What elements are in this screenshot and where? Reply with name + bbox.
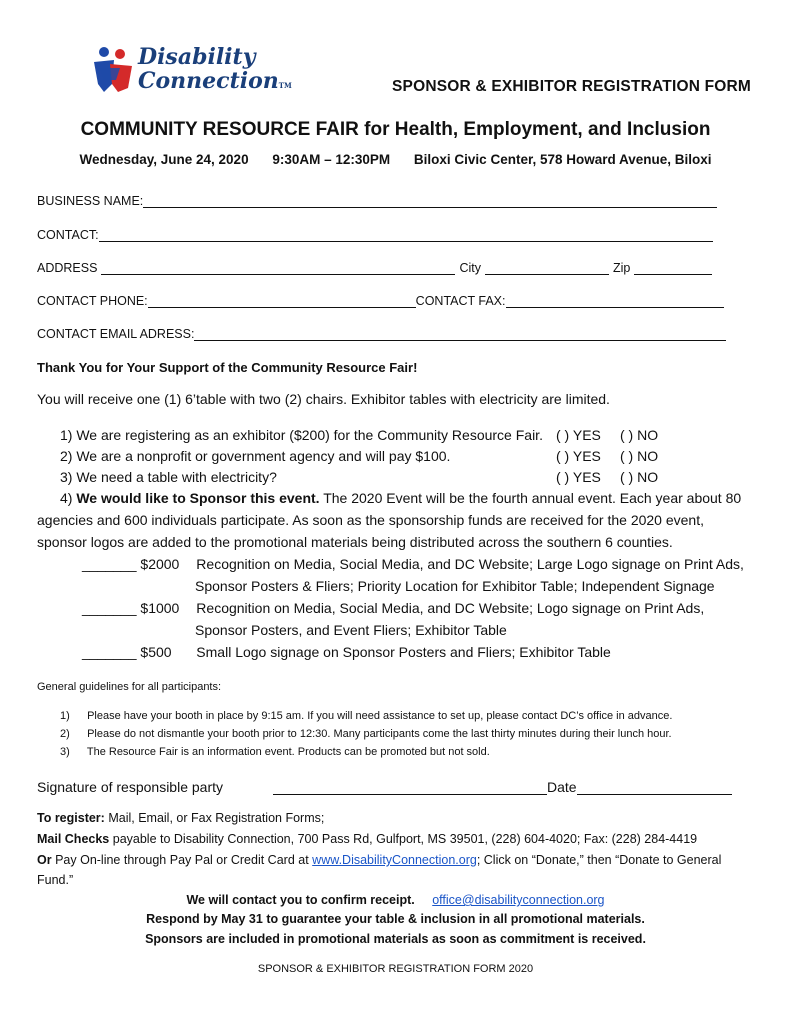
- sponsor-level-500: [82, 644, 611, 660]
- guideline-text: Please have your booth in place by 9:15 am. If you will need assistance to set up, please contact DC’s office in advance.: [87, 710, 673, 722]
- sponsor-level-1000: [82, 600, 704, 616]
- confirm-text: We will contact you to confirm receipt.: [186, 893, 415, 907]
- mail-checks-line: [37, 832, 697, 846]
- sponsors-line: Sponsors are included in promotional materials as soon as commitment is received.: [145, 932, 646, 946]
- question-text: 2) We are a nonprofit or government agency and will pay $100.: [60, 448, 451, 464]
- contact-email-label: CONTACT EMAIL ADRESS:: [37, 327, 195, 341]
- guideline-number: 2): [60, 728, 70, 740]
- level-amount: $1000: [140, 600, 180, 616]
- address-label: ADDRESS: [37, 261, 98, 275]
- event-time: 9:30AM – 12:30PM: [272, 152, 391, 167]
- level-blank[interactable]: _______: [82, 556, 137, 572]
- sponsor-lead-bold: We would like to Sponsor this event.: [76, 490, 320, 506]
- level-desc-1: Small Logo signage on Sponsor Posters and Fliers; Exhibitor Table: [196, 644, 611, 660]
- level-blank[interactable]: _______: [82, 644, 137, 660]
- sponsor-line3: sponsor logos are added to the promotional materials being distributed across the southern 6 counties.: [37, 534, 673, 550]
- guideline-item: [60, 728, 672, 740]
- thank-you-heading: Thank You for Your Support of the Community Resource Fair!: [37, 360, 418, 375]
- yes-checkbox[interactable]: ( ) YES: [556, 427, 601, 443]
- people-logo-icon: [90, 44, 138, 94]
- signature-field[interactable]: [273, 778, 547, 795]
- main-title: COMMUNITY RESOURCE FAIR for Health, Employment, and Inclusion: [80, 119, 711, 140]
- sponsor-number: 4): [60, 490, 73, 506]
- phone-fax-row: [37, 290, 724, 308]
- date-label: Date: [547, 779, 577, 795]
- sponsor-level-2000: [82, 556, 744, 572]
- level-amount: $500: [140, 644, 172, 660]
- yes-checkbox[interactable]: ( ) YES: [556, 469, 601, 485]
- contact-email-field[interactable]: [194, 326, 726, 341]
- contact-label: CONTACT:: [37, 228, 99, 242]
- level-desc-1: Recognition on Media, Social Media, and DC Website; Large Logo signage on Print Ads,: [196, 556, 744, 572]
- yes-checkbox[interactable]: ( ) YES: [556, 448, 601, 464]
- level-amount: $2000: [140, 556, 180, 572]
- zip-label: Zip: [612, 261, 631, 275]
- table-info: You will receive one (1) 6’table with two (2) chairs. Exhibitor tables with electricity are limited.: [37, 391, 610, 407]
- no-checkbox[interactable]: ( ) NO: [620, 469, 659, 485]
- address-field[interactable]: [101, 260, 455, 275]
- sponsor-lead: [60, 490, 741, 506]
- contact-fax-label: CONTACT FAX:: [415, 294, 506, 308]
- guideline-text: The Resource Fair is an information event. Products can be promoted but not sold.: [86, 746, 490, 758]
- respond-line: Respond by May 31 to guarantee your table & inclusion in all promotional materials.: [146, 912, 645, 926]
- guideline-number: 1): [60, 710, 70, 722]
- no-checkbox[interactable]: ( ) NO: [620, 427, 659, 443]
- question-text: 3) We need a table with electricity?: [60, 469, 277, 485]
- confirm-line: [0, 893, 791, 907]
- sponsor-lead-rest: The 2020 Event will be the fourth annual event. Each year about 80: [323, 490, 742, 506]
- mail-checks-label: Mail Checks: [37, 832, 110, 846]
- level-desc-2: Sponsor Posters, and Event Fliers; Exhibitor Table: [195, 622, 507, 638]
- guidelines-title: General guidelines for all participants:: [37, 681, 222, 693]
- register-label: To register:: [37, 811, 105, 825]
- contact-row: [37, 224, 713, 242]
- online-text: Pay On-line through Pay Pal or Credit Card at: [55, 853, 309, 867]
- event-date: Wednesday, June 24, 2020: [79, 152, 249, 167]
- level-blank[interactable]: _______: [82, 600, 137, 616]
- date-field[interactable]: [577, 778, 732, 795]
- signature-label: Signature of responsible party: [37, 779, 223, 795]
- form-title: SPONSOR & EXHIBITOR REGISTRATION FORM: [392, 78, 752, 95]
- city-field[interactable]: [485, 260, 609, 275]
- logo-tm: TM: [278, 81, 292, 90]
- event-venue: Biloxi Civic Center, 578 Howard Avenue, Biloxi: [413, 152, 712, 167]
- disability-connection-logo: [90, 42, 300, 98]
- register-methods: Mail, Email, or Fax Registration Forms;: [108, 811, 325, 825]
- business-name-label: BUSINESS NAME:: [37, 194, 144, 208]
- question-exhibitor: [60, 427, 760, 445]
- logo-line1: Disability: [138, 44, 256, 70]
- business-name-row: [37, 190, 717, 208]
- contact-phone-label: CONTACT PHONE:: [37, 294, 148, 308]
- online-rest-2: Fund.”: [37, 873, 74, 887]
- guideline-item: [60, 746, 490, 758]
- online-line: [37, 853, 721, 867]
- question-text: 1) We are registering as an exhibitor ($200) for the Community Resource Fair.: [60, 427, 543, 443]
- website-link[interactable]: www.DisabilityConnection.org: [312, 853, 477, 867]
- contact-field[interactable]: [99, 227, 713, 242]
- no-checkbox[interactable]: ( ) NO: [620, 448, 659, 464]
- mail-checks-text: payable to Disability Connection, 700 Pass Rd, Gulfport, MS 39501, (228) 604-4020; Fax: (228) 284-4419: [112, 832, 698, 846]
- contact-phone-field[interactable]: [148, 293, 416, 308]
- level-desc-2: Sponsor Posters & Fliers; Priority Location for Exhibitor Table; Independent Signage: [195, 578, 715, 594]
- contact-fax-field[interactable]: [506, 293, 724, 308]
- address-row: [37, 257, 712, 275]
- page-footer: SPONSOR & EXHIBITOR REGISTRATION FORM 2020: [257, 963, 534, 975]
- guideline-number: 3): [60, 746, 70, 758]
- guideline-text: Please do not dismantle your booth prior to 12:30. Many participants come the last thirty minutes during their lunch hour.: [87, 728, 672, 740]
- business-name-field[interactable]: [143, 193, 717, 208]
- email-row: [37, 323, 726, 341]
- signature-row: [37, 775, 732, 795]
- or-label: Or: [37, 853, 52, 867]
- contact-email-link[interactable]: office@disabilityconnection.org: [432, 893, 605, 907]
- question-nonprofit: [60, 448, 760, 466]
- city-label: City: [459, 261, 481, 275]
- level-desc-1: Recognition on Media, Social Media, and DC Website; Logo signage on Print Ads,: [196, 600, 705, 616]
- guideline-item: [60, 710, 672, 722]
- event-details: [0, 152, 791, 167]
- zip-field[interactable]: [634, 260, 712, 275]
- register-line: [37, 811, 324, 825]
- sponsor-line2: agencies and 600 individuals participate. As soon as the sponsorship funds are received for the 2020 event,: [37, 512, 704, 528]
- online-rest: ; Click on “Donate,” then “Donate to General: [476, 853, 722, 867]
- logo-line2: ConnectionTM: [138, 68, 292, 94]
- question-electricity: [60, 469, 760, 487]
